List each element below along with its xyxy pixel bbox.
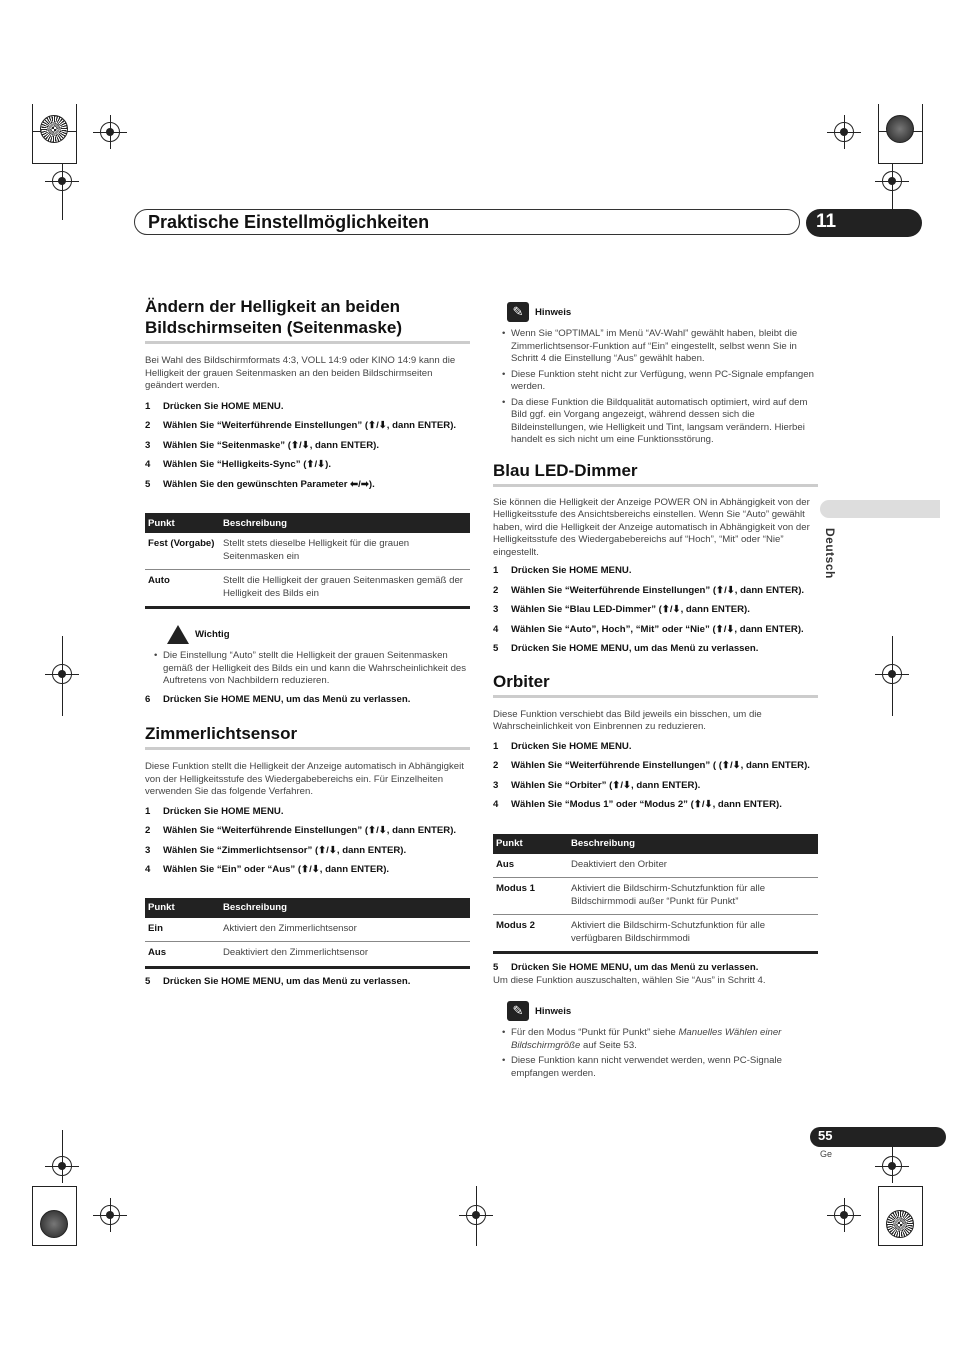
color-bar-icon [40, 115, 68, 143]
warning-list [145, 650, 470, 688]
step [493, 962, 818, 975]
warning-item: • Die Einstellung “Auto” stellt die Helligkeit der grauen Seitenmasken gemäß der Helligkeit des Bilds ein und kann die Wahrscheinlichkeit des Auftretens von Nachbildern reduzieren. [154, 650, 470, 688]
note-title: Hinweis [535, 1005, 572, 1017]
table-header: Beschreibung [568, 834, 818, 854]
step [145, 440, 470, 453]
table-row [145, 918, 470, 942]
gray-patch-icon [886, 115, 914, 143]
section-rule [145, 747, 470, 750]
chapter-number: 11 [816, 211, 837, 232]
step-text: Drücken Sie HOME MENU. [511, 565, 632, 576]
step-number: 1 [145, 805, 151, 817]
table-header-row [145, 513, 470, 533]
step [493, 741, 818, 754]
note-list [493, 328, 818, 447]
step-text: Drücken Sie HOME MENU. [163, 805, 284, 817]
table-cell-key: Aus [145, 942, 220, 968]
table-header-row [493, 834, 818, 854]
step-text: Wählen Sie “Blau LED-Dimmer” (⬆/⬇, dann ENTER). [511, 604, 750, 615]
table-cell-value: Aktiviert den Zimmerlichtsensor [220, 918, 470, 942]
table-header-row [145, 898, 470, 918]
step [493, 760, 818, 773]
step-number: 2 [493, 760, 499, 771]
settings-table [145, 898, 470, 969]
table-header: Punkt [493, 834, 568, 854]
step-number: 5 [145, 478, 151, 490]
note-header [507, 1001, 818, 1021]
warning-icon [167, 625, 189, 644]
table-cell-value: Stellt stets dieselbe Helligkeit für die grauen Seitenmasken ein [220, 533, 470, 570]
step [145, 864, 470, 877]
step-text: Wählen Sie “Modus 1” oder “Modus 2” (⬆/⬇, dann ENTER). [511, 799, 782, 810]
note-item: • Wenn Sie “OPTIMAL” im Menü “AV-Wahl” gewählt haben, bleibt die Zimmerlichtsensor-Funktion auf “Ein” eingestellt, selbst wenn Sie in Schritt 4 die Einstellung “Aus” gewählt haben. [502, 328, 818, 366]
table-cell-key: Modus 2 [493, 915, 568, 953]
language-tab [820, 500, 940, 518]
language-label: Deutsch [823, 528, 837, 579]
section-intro: Sie können die Helligkeit der Anzeige POWER ON in Abhängigkeit von der Helligkeitsstufe des Ansichtsbereichs einstellen. Wenn Sie “Auto” gewählt haben, wird die Helligkeit der Anzeige automatisch in Abhängigkeit von der Helligkeitsstufe des Wiedergabebereichs auf “Hoch”, “Mit” oder “Nie” eingestellt. [493, 496, 810, 558]
page-header-title: Praktische Einstellmöglichkeiten [148, 212, 430, 232]
settings-table [493, 834, 818, 955]
registration-mark-icon [100, 122, 120, 142]
table-cell-value: Deaktiviert den Zimmerlichtsensor [220, 942, 470, 968]
section-rule [493, 484, 818, 487]
table-row [145, 942, 470, 968]
section-intro: Diese Funktion stellt die Helligkeit der Anzeige automatisch in Abhängigkeit von der Helligkeitsstufe des Wiedergabebereichs ein. Für Einzelheiten verwenden Sie das folgende Verfahren. [145, 761, 464, 797]
section-title-line: Bildschirmseiten (Seitenmaske) [145, 318, 402, 337]
right-column [493, 302, 818, 1083]
step-number: 5 [145, 975, 151, 987]
step-number: 4 [145, 864, 151, 875]
registration-mark-icon [834, 1205, 854, 1225]
step-text: Wählen Sie “Seitenmaske” (⬆/⬇, dann ENTER). [163, 439, 379, 451]
page-number: 55 [818, 1128, 833, 1143]
step [145, 420, 470, 433]
section-title-seitenmaske [145, 296, 470, 338]
settings-table [145, 513, 470, 609]
section-rule [493, 695, 818, 698]
step-text: Wählen Sie “Ein” oder “Aus” (⬆/⬇, dann ENTER). [163, 864, 390, 875]
section-intro: Diese Funktion verschiebt das Bild jeweils ein bisschen, um die Wahrscheinlichkeit von Einbrennen zu reduzieren. [493, 708, 762, 732]
step-text: Wählen Sie “Orbiter” (⬆/⬇, dann ENTER). [511, 779, 701, 791]
step-number: 3 [493, 779, 499, 791]
left-column [145, 296, 470, 988]
step-text: Drücken Sie HOME MENU, um das Menü zu verlassen. [163, 975, 411, 987]
note-text: Für den Modus “Punkt für Punkt” siehe [511, 1027, 679, 1038]
step-number: 3 [145, 844, 151, 856]
table-header: Beschreibung [220, 513, 470, 533]
note-list [493, 1027, 818, 1080]
step-number: 1 [493, 740, 499, 752]
step-text: Wählen Sie “Weiterführende Einstellungen” (⬆/⬇, dann ENTER). [511, 584, 805, 596]
note-header [507, 302, 818, 322]
step-number: 6 [145, 693, 151, 705]
step-text: Drücken Sie HOME MENU, um das Menü zu verlassen. [163, 693, 411, 705]
step-text: Wählen Sie “Weiterführende Einstellungen” (⬆/⬇, dann ENTER). [163, 825, 457, 836]
section-note: Um diese Funktion auszuschalten, wählen Sie “Aus” in Schritt 4. [493, 974, 766, 986]
step [493, 565, 818, 578]
table-cell-value: Aktiviert die Bildschirm-Schutzfunktion für alle Bildschirmmodi außer “Punkt für Punkt” [568, 878, 818, 915]
step [145, 976, 470, 989]
section-rule [145, 341, 470, 344]
step-number: 2 [145, 825, 151, 836]
table-cell-key: Fest (Vorgabe) [145, 533, 220, 570]
step-number: 5 [493, 643, 499, 654]
table-row [145, 533, 470, 570]
registration-mark-icon [882, 171, 902, 191]
step-number: 1 [145, 400, 151, 412]
step-text: Wählen Sie “Helligkeits-Sync” (⬆/⬇). [163, 459, 332, 470]
gray-patch-icon [40, 1210, 68, 1238]
step-text: Wählen Sie “Zimmerlichtsensor” (⬆/⬇, dann ENTER). [163, 844, 407, 856]
table-row [493, 878, 818, 915]
section-title-blau-led-dimmer: Blau LED-Dimmer [493, 460, 638, 480]
step-text: Wählen Sie “Weiterführende Einstellungen” ( (⬆/⬇, dann ENTER). [511, 760, 810, 771]
table-row [493, 854, 818, 878]
step [493, 604, 818, 617]
step-list [493, 741, 818, 812]
step-text: Drücken Sie HOME MENU, um das Menü zu verlassen. [511, 962, 759, 973]
registration-mark-icon [834, 122, 854, 142]
step [493, 799, 818, 812]
table-row [145, 570, 470, 608]
step-text: Wählen Sie “Weiterführende Einstellungen” (⬆/⬇, dann ENTER). [163, 420, 457, 431]
note-item [502, 1027, 818, 1052]
color-bar-icon [886, 1210, 914, 1238]
step [145, 479, 470, 492]
step-number: 1 [493, 565, 499, 576]
table-header: Punkt [145, 513, 220, 533]
step [493, 585, 818, 598]
step [493, 780, 818, 793]
step-number: 2 [493, 584, 499, 596]
step-number: 3 [145, 439, 151, 451]
table-cell-value: Deaktiviert den Orbiter [568, 854, 818, 878]
step-text: Wählen Sie “Auto”, Hoch”, “Mit” oder “Nie” (⬆/⬇, dann ENTER). [511, 623, 804, 635]
note-text: auf Seite 53. [580, 1039, 637, 1051]
note-item: • Da diese Funktion die Bildqualität automatisch optimiert, wird auf dem Bild ggf. ein Vorgang angezeigt, während dessen sich die Bildeinstellungen, wie Helligkeit und Tint, langsam verändern. Hierbei handelt es sich nicht um eine Funktionsstörung. [502, 397, 818, 447]
table-cell-key: Auto [145, 570, 220, 608]
step [145, 806, 470, 819]
step [145, 845, 470, 858]
table-cell-key: Ein [145, 918, 220, 942]
step-number: 2 [145, 420, 151, 431]
note-title: Hinweis [535, 306, 572, 318]
table-cell-key: Aus [493, 854, 568, 878]
section-title-zimmerlichtsensor: Zimmerlichtsensor [145, 724, 298, 743]
step-list [145, 806, 470, 877]
step [145, 694, 470, 707]
step-text: Drücken Sie HOME MENU, um das Menü zu verlassen. [511, 643, 759, 654]
step-list [493, 565, 818, 656]
note-item: • Diese Funktion kann nicht verwendet werden, wenn PC-Signale empfangen werden. [502, 1055, 818, 1080]
note-link-text: Manuelles Wählen einer Bildschirmgröße [511, 1027, 782, 1051]
step-text: Drücken Sie HOME MENU. [163, 400, 284, 412]
table-cell-key: Modus 1 [493, 878, 568, 915]
table-row [493, 915, 818, 953]
registration-mark-icon [100, 1205, 120, 1225]
registration-mark-icon [52, 171, 72, 191]
table-header: Punkt [145, 898, 220, 918]
pencil-note-icon: ✎ [507, 1001, 529, 1021]
step-number: 4 [493, 623, 499, 635]
warning-title: Wichtig [195, 629, 230, 640]
section-intro: Bei Wahl des Bildschirmformats 4:3, VOLL 14:9 oder KINO 14:9 kann die Helligkeit der grauen Seitenmasken an den beiden Bildschirmseiten geändert werden. [145, 355, 456, 391]
step [493, 643, 818, 656]
table-cell-value: Stellt die Helligkeit der grauen Seitenmasken gemäß der Helligkeit des Bilds ein [220, 570, 470, 608]
step-list [145, 401, 470, 492]
step-text: Drücken Sie HOME MENU. [511, 740, 632, 752]
table-cell-value: Aktiviert die Bildschirm-Schutzfunktion für alle verfügbaren Bildschirmmodi [568, 915, 818, 953]
step [145, 825, 470, 838]
language-code: Ge [820, 1149, 833, 1159]
step-text: Wählen Sie den gewünschten Parameter ⬅/➡). [163, 478, 375, 490]
step-number: 4 [493, 799, 499, 810]
step [145, 459, 470, 472]
step [145, 401, 470, 414]
step-number: 5 [493, 962, 499, 973]
warning-header [167, 625, 470, 644]
step-number: 4 [145, 459, 151, 470]
step-number: 3 [493, 604, 499, 615]
note-item: • Diese Funktion steht nicht zur Verfügung, wenn PC-Signale empfangen werden. [502, 369, 818, 394]
section-title-line: Ändern der Helligkeit an beiden [145, 297, 401, 316]
table-header: Beschreibung [220, 898, 470, 918]
step [493, 624, 818, 637]
section-title-orbiter: Orbiter [493, 671, 550, 691]
pencil-note-icon: ✎ [507, 302, 529, 322]
